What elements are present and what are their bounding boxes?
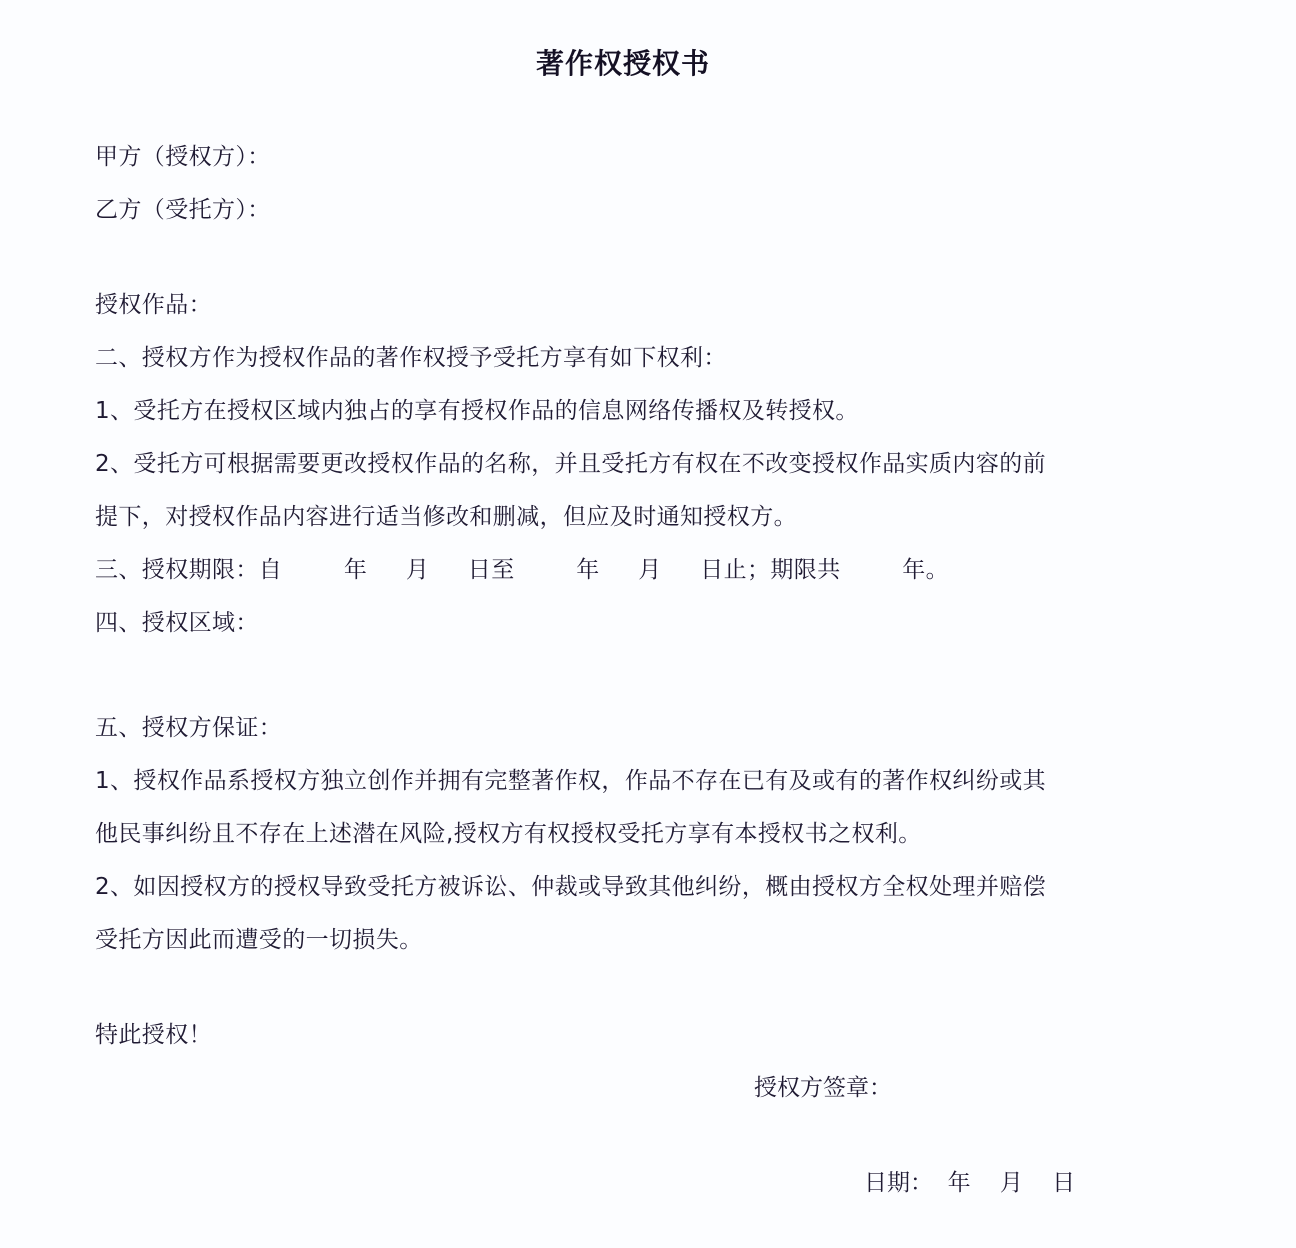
party-b-line: 乙方（受托方）： <box>95 197 271 223</box>
section-4-heading: 四、授权区域： <box>95 610 259 636</box>
section-5-item-1-line-2: 他民事纠纷且不存在上述潜在风险,授权方有权授权受托方享有本授权书之权利。 <box>95 821 922 847</box>
section-5-heading: 五、授权方保证： <box>95 715 283 741</box>
section-3-term: 三、授权期限：自 年 月 日至 年 月 日止；期限共 年。 <box>95 557 950 583</box>
closing-statement: 特此授权！ <box>95 1022 212 1048</box>
signature-date: 日期： 年 月 日 <box>864 1170 1076 1196</box>
section-5-item-2-line-2: 受托方因此而遭受的一切损失。 <box>95 927 423 953</box>
section-2-item-1: 1、受托方在授权区域内独占的享有授权作品的信息网络传播权及转授权。 <box>95 398 859 424</box>
document-title: 著作权授权书 <box>535 47 710 80</box>
section-5-item-2-line-1: 2、如因授权方的授权导致受托方被诉讼、仲裁或导致其他纠纷，概由授权方全权处理并赔偿 <box>95 874 1047 900</box>
section-2-item-2-line-1: 2、受托方可根据需要更改授权作品的名称，并且受托方有权在不改变授权作品实质内容的前 <box>95 451 1047 477</box>
section-5-item-1-line-1: 1、授权作品系授权方独立创作并拥有完整著作权，作品不存在已有及或有的著作权纠纷或其 <box>95 768 1047 794</box>
authorized-works-label: 授权作品： <box>95 292 212 318</box>
section-2-heading: 二、授权方作为授权作品的著作权授予受托方享有如下权利： <box>95 345 727 371</box>
section-2-item-2-line-2: 提下，对授权作品内容进行适当修改和删减，但应及时通知授权方。 <box>95 504 797 530</box>
party-a-line: 甲方（授权方）： <box>95 144 271 170</box>
signature-label: 授权方签章： <box>754 1075 892 1101</box>
